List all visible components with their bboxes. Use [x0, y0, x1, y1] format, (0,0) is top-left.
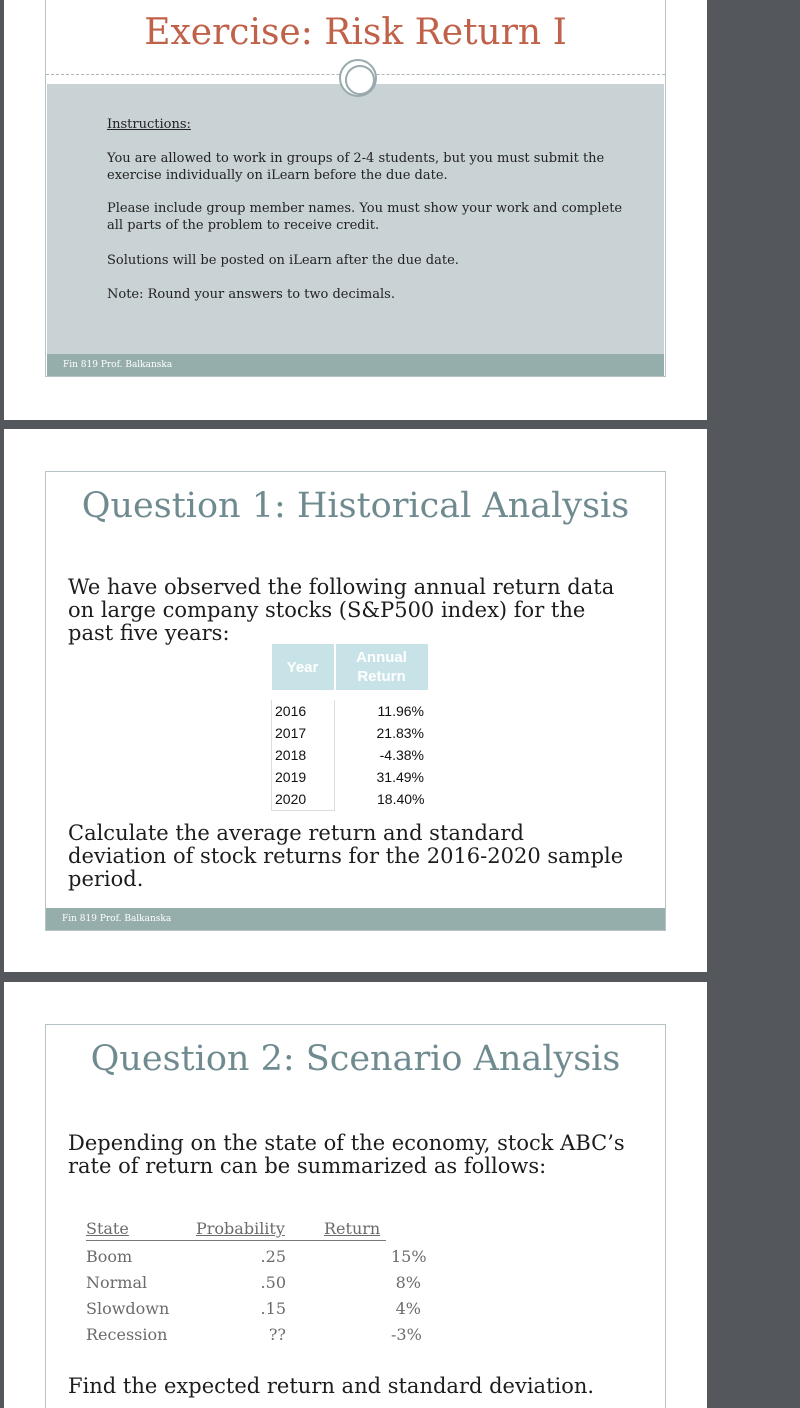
return-cell: 15% — [391, 1247, 427, 1266]
column-header-return: Return — [324, 1219, 381, 1238]
year-cell: 2016 — [272, 700, 335, 722]
circle-ornament-icon — [339, 59, 377, 97]
scenario-table — [86, 1219, 427, 1351]
probability-cell: .25 — [260, 1247, 286, 1266]
year-cell: 2020 — [272, 788, 335, 811]
slide-2-frame — [45, 471, 666, 931]
question-2-prompt: Find the expected return and standard deviation. — [68, 1374, 595, 1398]
return-cell: -4.38% — [379, 747, 424, 763]
table-row — [272, 722, 428, 744]
probability-cell: .50 — [260, 1273, 286, 1292]
probability-cell: .15 — [260, 1299, 286, 1318]
table-header-row — [86, 1219, 386, 1241]
return-cell: 21.83% — [376, 725, 424, 741]
column-header-state: State — [86, 1219, 129, 1238]
slide-1-frame — [45, 0, 666, 377]
return-cell: 11.96% — [377, 703, 424, 719]
column-header-probability: Probability — [196, 1219, 285, 1238]
table-row — [272, 788, 428, 811]
instructions-box — [47, 84, 664, 354]
year-cell: 2019 — [272, 766, 335, 788]
state-cell: Normal — [86, 1273, 148, 1292]
table-row — [86, 1247, 427, 1273]
table-row — [86, 1299, 421, 1325]
return-cell: 31.49% — [376, 769, 424, 785]
table-row — [86, 1325, 422, 1351]
year-cell: 2017 — [272, 722, 335, 744]
probability-cell: ?? — [268, 1325, 286, 1344]
column-header-annual-return: Annual Return — [335, 644, 428, 690]
table-row — [86, 1273, 421, 1299]
instructions-heading: Instructions: — [107, 117, 191, 132]
return-cell: 18.40% — [377, 791, 425, 808]
slide-3 — [4, 982, 707, 1408]
instruction-paragraph: Please include group member names. You must show your work and complete all parts of the problem to receive credit. — [107, 201, 623, 233]
slide-1 — [4, 0, 707, 420]
slide-2 — [4, 429, 707, 972]
table-row — [272, 766, 428, 788]
return-cell: -3% — [391, 1325, 422, 1344]
slide-footer: Fin 819 Prof. Balkanska — [46, 908, 665, 930]
question-1-prompt: Calculate the average return and standard deviation of stock returns for the 2016-2020 sample period. — [68, 821, 624, 891]
question-2-intro: Depending on the state of the economy, stock ABC’s rate of return can be summarized as follows: — [68, 1131, 625, 1178]
state-cell: Boom — [86, 1247, 133, 1266]
annual-return-table — [271, 644, 428, 811]
slide-1-title: Exercise: Risk Return I — [144, 12, 567, 53]
year-cell: 2018 — [272, 744, 335, 766]
table-row — [272, 700, 428, 722]
table-row — [272, 744, 428, 766]
return-cell: 4% — [395, 1299, 421, 1318]
column-header-year: Year — [272, 644, 335, 690]
table-header-row — [272, 644, 428, 690]
question-1-intro: We have observed the following annual return data on large company stocks (S&P500 index) for the past five years: — [68, 575, 615, 645]
slide-3-title: Question 2: Scenario Analysis — [90, 1039, 621, 1079]
state-cell: Recession — [86, 1325, 168, 1344]
slide-footer: Fin 819 Prof. Balkanska — [47, 354, 664, 376]
instruction-paragraph: Note: Round your answers to two decimals. — [107, 287, 395, 302]
slide-3-frame — [45, 1024, 666, 1408]
slide-2-title: Question 1: Historical Analysis — [81, 486, 630, 526]
instruction-paragraph: Solutions will be posted on iLearn after the due date. — [107, 253, 459, 268]
return-cell: 8% — [395, 1273, 421, 1292]
instruction-paragraph: You are allowed to work in groups of 2-4 students, but you must submit the exercise individually on iLearn before the due date. — [107, 151, 605, 183]
state-cell: Slowdown — [86, 1299, 170, 1318]
